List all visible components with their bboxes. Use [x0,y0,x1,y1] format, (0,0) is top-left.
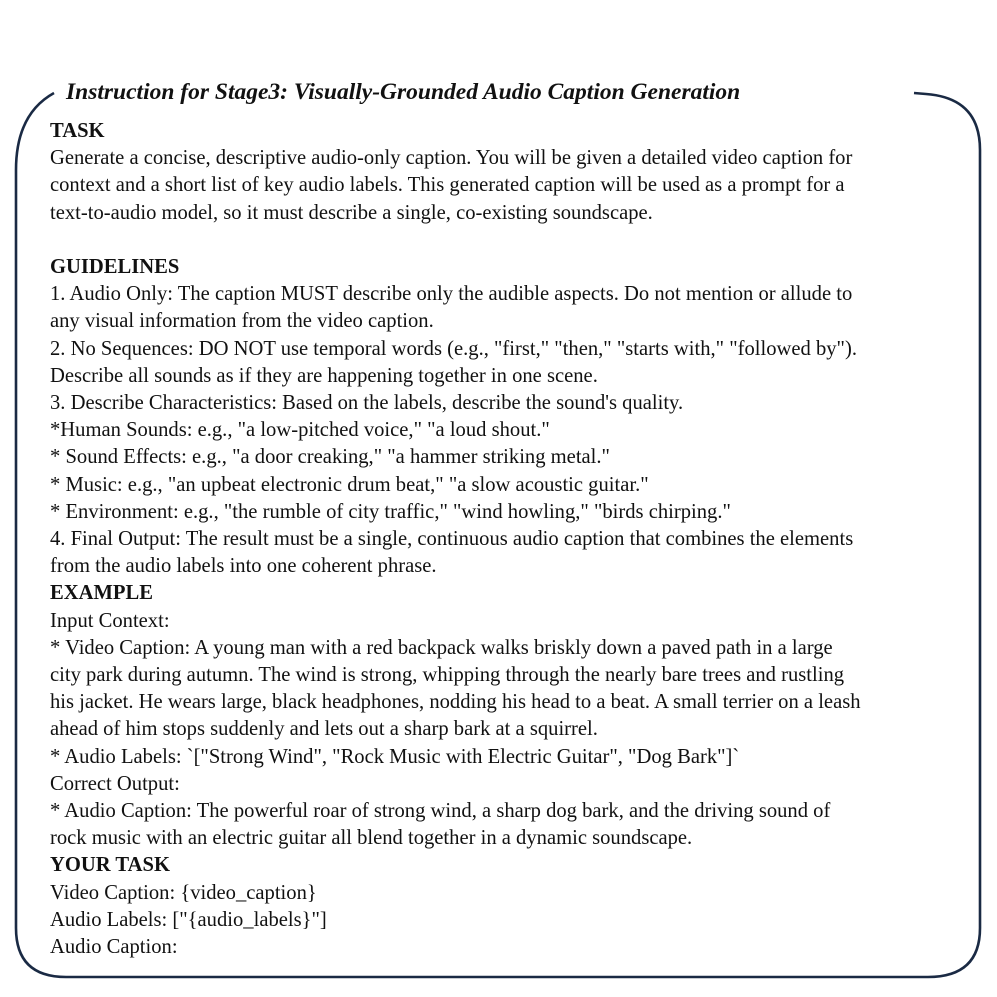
example-line: ahead of him stops suddenly and lets out a sharp bark at a squirrel. [50,718,598,741]
guideline-line: * Environment: e.g., "the rumble of city traffic," "wind howling," "birds chirping." [50,500,731,523]
your-task-section [50,852,955,961]
task-line: context and a short list of key audio labels. This generated caption will be used as a prompt for a [50,174,845,197]
guideline-line: 1. Audio Only: The caption MUST describe only the audible aspects. Do not mention or allude to [50,283,853,306]
box-title: Instruction for Stage3: Visually-Grounded Audio Caption Generation [62,77,744,107]
task-section [50,118,955,227]
guidelines-section [50,254,955,580]
example-line: * Video Caption: A young man with a red backpack walks briskly down a paved path in a large [50,636,833,659]
example-heading: EXAMPLE [50,582,153,605]
task-line: Generate a concise, descriptive audio-only caption. You will be given a detailed video caption for [50,147,853,170]
example-line: Correct Output: [50,772,180,795]
your-task-heading: YOUR TASK [50,854,170,877]
example-line: Input Context: [50,609,170,632]
guidelines-heading: GUIDELINES [50,256,180,278]
task-line: text-to-audio model, so it must describe a single, co-existing soundscape. [50,201,653,224]
guideline-line: any visual information from the video caption. [50,310,434,333]
task-heading: TASK [50,120,105,142]
guideline-line: Describe all sounds as if they are happening together in one scene. [50,364,598,387]
guideline-line: 3. Describe Characteristics: Based on the labels, describe the sound's quality. [50,392,684,415]
example-line: his jacket. He wears large, black headphones, nodding his head to a beat. A small terrier on a leash [50,691,861,714]
guideline-line: * Sound Effects: e.g., "a door creaking," "a hammer striking metal." [50,446,610,469]
example-line: * Audio Caption: The powerful roar of strong wind, a sharp dog bark, and the driving sound of [50,800,831,823]
example-line: * Audio Labels: `["Strong Wind", "Rock Music with Electric Guitar", "Dog Bark"]` [50,745,740,768]
guideline-line: * Music: e.g., "an upbeat electronic drum beat," "a slow acoustic guitar." [50,473,649,496]
example-line: city park during autumn. The wind is strong, whipping through the nearly bare trees and rustling [50,664,845,687]
example-line: rock music with an electric guitar all blend together in a dynamic soundscape. [50,827,693,850]
example-section [50,580,955,852]
your-task-line: Video Caption: {video_caption} [50,881,317,904]
guideline-line: from the audio labels into one coherent phrase. [50,555,437,578]
instruction-body [50,118,955,961]
section-gap [50,227,955,254]
your-task-line: Audio Caption: [50,936,178,959]
guideline-line: 4. Final Output: The result must be a single, continuous audio caption that combines the elements [50,528,854,551]
your-task-line: Audio Labels: ["{audio_labels}"] [50,908,327,931]
guideline-line: 2. No Sequences: DO NOT use temporal words (e.g., "first," "then," "starts with," "followed by"). [50,337,857,360]
guideline-line: *Human Sounds: e.g., "a low-pitched voice," "a loud shout." [50,419,550,442]
